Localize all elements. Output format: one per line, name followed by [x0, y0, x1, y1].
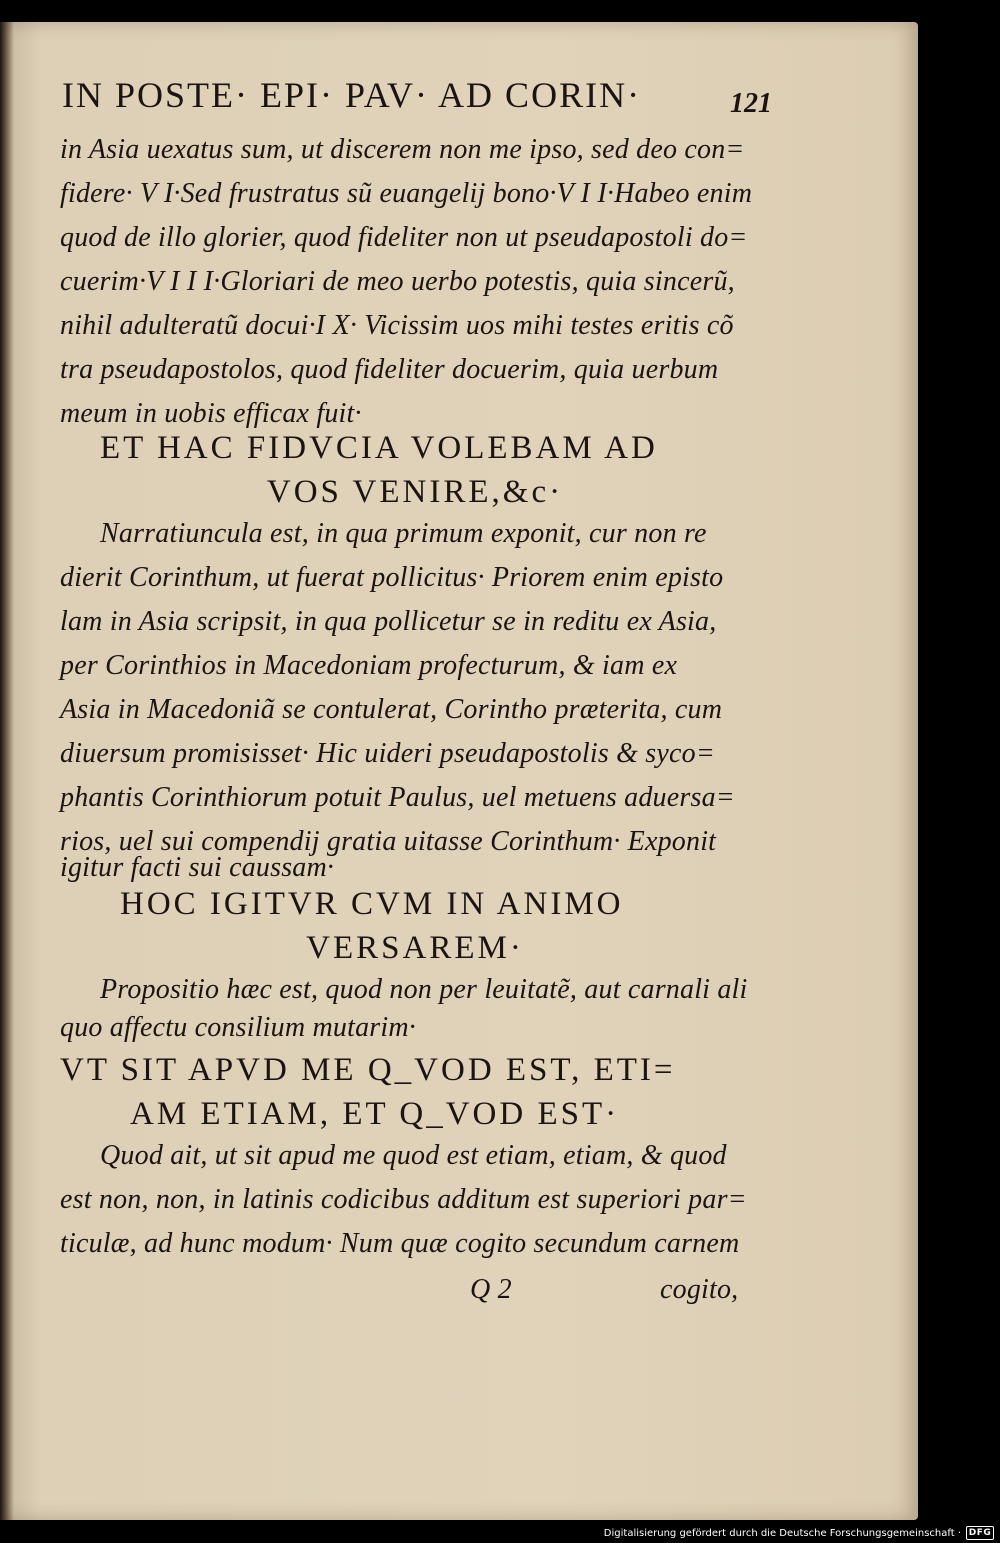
section-heading: VOS VENIRE,&c·	[266, 474, 564, 510]
text-line: per Corinthios in Macedoniam profecturum, & iam ex	[60, 650, 678, 681]
text-line: tra pseudapostolos, quod fideliter docuerim, quia uerbum	[60, 354, 719, 385]
text-line: in Asia uexatus sum, ut discerem non me ipso, sed deo con=	[60, 134, 745, 165]
text-line: meum in uobis efficax fuit·	[60, 398, 362, 429]
text-line: igitur facti sui caussam·	[60, 852, 335, 883]
text-line: cuerim·V I I I·Gloriari de meo uerbo potestis, quia sincerũ,	[60, 266, 735, 297]
book-page	[0, 22, 918, 1520]
text-line: nihil adulteratũ docui·I X· Vicissim uos mihi testes eritis cõ	[60, 310, 734, 341]
catchword: cogito,	[660, 1274, 739, 1305]
page-number: 121	[730, 88, 772, 119]
funding-credit: Digitalisierung gefördert durch die Deutsche Forschungsgemeinschaft ·	[603, 1527, 961, 1539]
text-line: diuersum promisisset· Hic uideri pseudapostolis & syco=	[60, 738, 715, 769]
section-heading: VERSAREM·	[306, 930, 524, 966]
text-line: phantis Corinthiorum potuit Paulus, uel metuens aduersa=	[60, 782, 735, 813]
text-line: fidere· V I·Sed frustratus sũ euangelij bono·V I I·Habeo enim	[60, 178, 753, 209]
text-line: Narratiuncula est, in qua primum exponit, cur non re	[100, 518, 707, 549]
text-line: quod de illo glorier, quod fideliter non ut pseudapostoli do=	[60, 222, 748, 253]
section-heading: AM ETIAM, ET Q_VOD EST·	[130, 1096, 620, 1132]
running-head: IN POSTE· EPI· PAV· AD CORIN·	[62, 75, 642, 115]
text-line: lam in Asia scripsit, in qua pollicetur se in reditu ex Asia,	[60, 606, 717, 637]
section-heading: ET HAC FIDVCIA VOLEBAM AD	[100, 430, 658, 466]
text-line: est non, non, in latinis codicibus additum est superiori par=	[60, 1184, 747, 1215]
text-line: quo affectu consilium mutarim·	[60, 1012, 416, 1043]
section-heading: HOC IGITVR CVM IN ANIMO	[120, 886, 624, 922]
text-line: Quod ait, ut sit apud me quod est etiam, etiam, & quod	[100, 1140, 727, 1171]
text-line: dierit Corinthum, ut fuerat pollicitus· Priorem enim episto	[60, 562, 724, 593]
dfg-logo-icon: DFG	[966, 1526, 994, 1540]
text-line: ticulæ, ad hunc modum· Num quæ cogito secundum carnem	[60, 1228, 740, 1259]
signature-mark: Q 2	[470, 1274, 512, 1305]
text-line: Asia in Macedoniã se contulerat, Corintho præterita, cum	[60, 694, 723, 725]
text-line: rios, uel sui compendij gratia uitasse Corinthum· Exponit	[60, 826, 717, 857]
text-line: Propositio hæc est, quod non per leuitatẽ, aut carnali ali	[100, 974, 748, 1005]
footer-bar	[604, 1525, 994, 1541]
section-heading: VT SIT APVD ME Q_VOD EST, ETI=	[60, 1052, 676, 1088]
